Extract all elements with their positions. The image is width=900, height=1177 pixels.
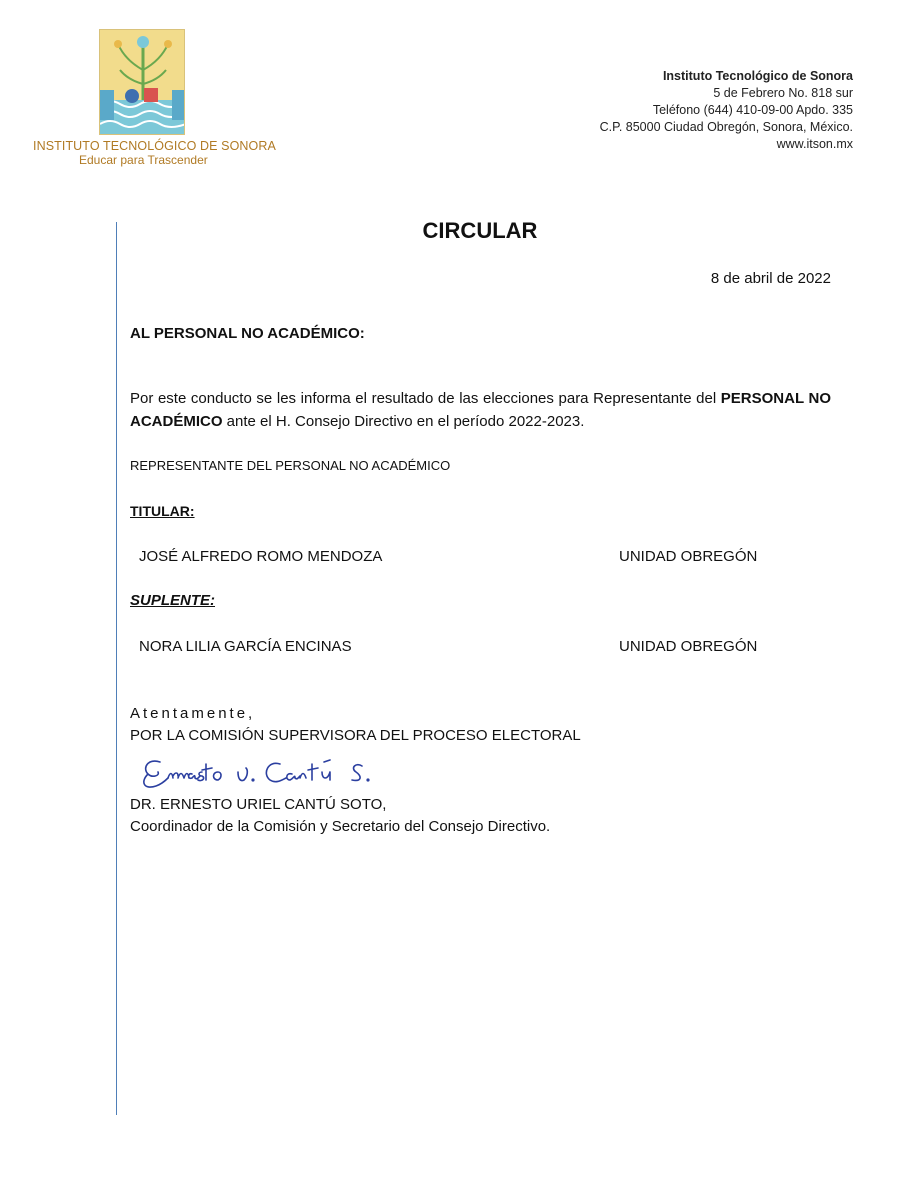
body-text-end: ante el H. Consejo Directivo en el período 2022-2023. (222, 413, 585, 430)
signer-title: Coordinador de la Comisión y Secretario del Consejo Directivo. (130, 818, 551, 835)
address-street: 5 de Febrero No. 818 sur (713, 86, 853, 100)
margin-line (116, 222, 117, 1115)
address-web: www.itson.mx (776, 137, 853, 151)
address-name: Instituto Tecnológico de Sonora (662, 69, 853, 83)
recipient-line: AL PERSONAL NO ACADÉMICO: (130, 325, 365, 342)
signature-image (140, 754, 410, 794)
document-title: CIRCULAR (422, 218, 538, 243)
address-block (600, 68, 853, 153)
signer-name: DR. ERNESTO URIEL CANTÚ SOTO, (130, 796, 387, 813)
titular-unit: UNIDAD OBREGÓN (619, 548, 758, 565)
handwritten-signature-icon (140, 754, 410, 794)
suplente-unit: UNIDAD OBREGÓN (619, 638, 758, 655)
titular-name: JOSÉ ALFREDO ROMO MENDOZA (139, 548, 383, 565)
address-phone: Teléfono (644) 410-09-00 Apdo. 335 (652, 103, 853, 117)
body-text-bold: PERSONAL NO ACADÉMICO (130, 390, 831, 430)
logo-motto: Educar para Trascender (79, 153, 208, 167)
itson-logo (99, 29, 185, 135)
closing-salutation: Atentamente, (130, 705, 256, 722)
itson-emblem-icon (100, 30, 185, 135)
body-paragraph (130, 387, 831, 433)
address-city: C.P. 85000 Ciudad Obregón, Sonora, México. (599, 120, 853, 134)
representative-heading: REPRESENTANTE DEL PERSONAL NO ACADÉMICO (130, 458, 451, 473)
document-date: 8 de abril de 2022 (710, 270, 831, 287)
suplente-name: NORA LILIA GARCÍA ENCINAS (139, 638, 352, 655)
logo-institution-name: INSTITUTO TECNOLÓGICO DE SONORA (33, 139, 276, 153)
committee-line: POR LA COMISIÓN SUPERVISORA DEL PROCESO ELECTORAL (130, 727, 581, 744)
titular-label: TITULAR: (130, 503, 195, 519)
body-text-start: Por este conducto se les informa el resultado de las elecciones para Representante del (130, 390, 721, 407)
suplente-label: SUPLENTE: (130, 592, 216, 609)
